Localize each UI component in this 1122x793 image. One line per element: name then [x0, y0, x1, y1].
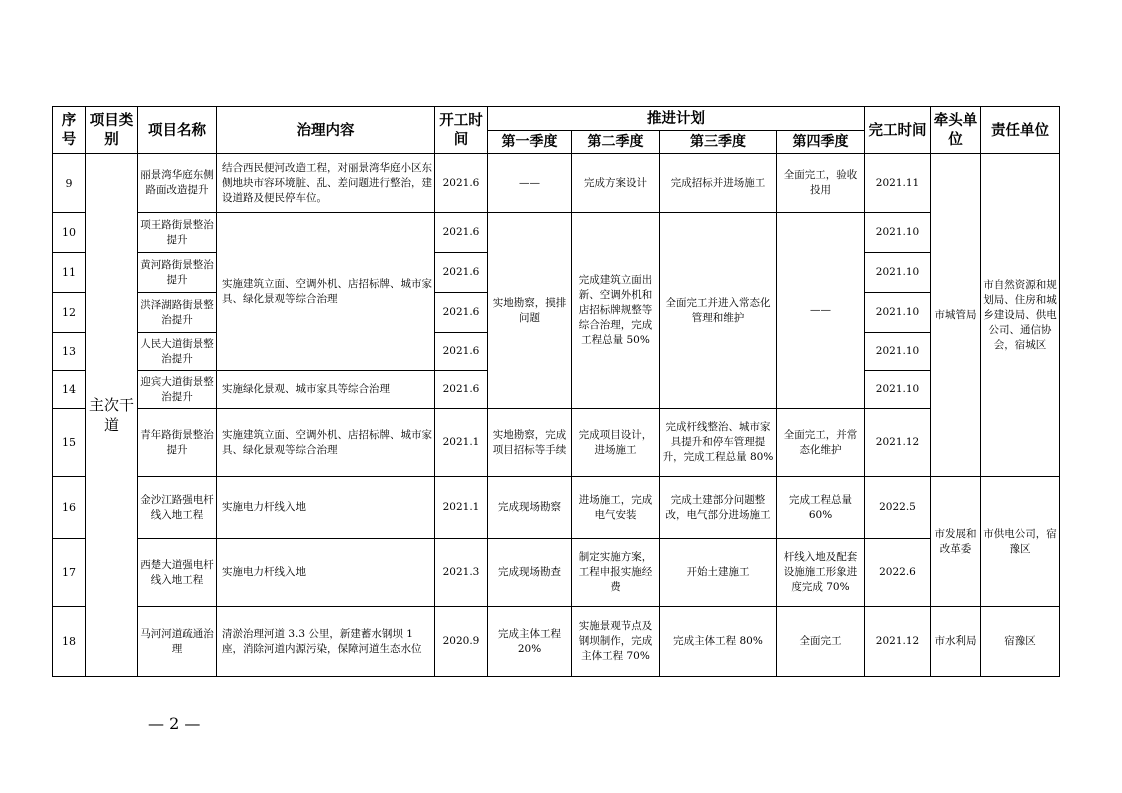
- cell-end: 2021.12: [865, 409, 931, 477]
- cell-start: 2021.6: [435, 371, 488, 409]
- cell-content: 实施绿化景观、城市家具等综合治理: [217, 371, 435, 409]
- header-content: 治理内容: [217, 107, 435, 154]
- header-end: 完工时间: [865, 107, 931, 154]
- cell-end: 2021.11: [865, 154, 931, 213]
- cell-start: 2020.9: [435, 607, 488, 677]
- cell-seq: 13: [53, 333, 86, 371]
- cell-seq: 10: [53, 213, 86, 253]
- page-number: — 2 —: [148, 714, 201, 733]
- cell-name: 洪泽湖路街景整治提升: [138, 293, 217, 333]
- cell-q1: 实地勘察，完成项目招标等手续: [488, 409, 572, 477]
- cell-q4: 全面完工，验收投用: [777, 154, 865, 213]
- header-start: 开工时间: [435, 107, 488, 154]
- cell-category: 主次干道: [86, 154, 138, 677]
- cell-name: 青年路街景整治提升: [138, 409, 217, 477]
- header-q4: 第四季度: [777, 131, 865, 154]
- cell-start: 2021.6: [435, 213, 488, 253]
- cell-name: 项王路街景整治提升: [138, 213, 217, 253]
- cell-seq: 15: [53, 409, 86, 477]
- cell-q1: 完成现场勘察: [488, 477, 572, 539]
- cell-q2: 进场施工，完成电气安装: [572, 477, 660, 539]
- cell-resp: 宿豫区: [981, 607, 1060, 677]
- cell-q1: 完成现场勘查: [488, 539, 572, 607]
- cell-name: 丽景湾华庭东侧路面改造提升: [138, 154, 217, 213]
- cell-name: 迎宾大道街景整治提升: [138, 371, 217, 409]
- cell-q3: 全面完工并进入常态化管理和维护: [660, 213, 777, 409]
- header-lead: 牵头单位: [931, 107, 981, 154]
- cell-start: 2021.3: [435, 539, 488, 607]
- header-resp: 责任单位: [981, 107, 1060, 154]
- cell-q4: 杆线入地及配套设施施工形象进度完成 70%: [777, 539, 865, 607]
- table-row: [53, 477, 1060, 539]
- cell-end: 2022.5: [865, 477, 931, 539]
- cell-content: 实施电力杆线入地: [217, 477, 435, 539]
- table-row: [53, 409, 1060, 477]
- cell-q2: 完成项目设计，进场施工: [572, 409, 660, 477]
- table-row: [53, 213, 1060, 253]
- cell-q1: ——: [488, 154, 572, 213]
- cell-seq: 9: [53, 154, 86, 213]
- cell-end: 2021.10: [865, 371, 931, 409]
- cell-q2: 实施景观节点及钢坝制作，完成主体工程 70%: [572, 607, 660, 677]
- cell-end: 2021.12: [865, 607, 931, 677]
- cell-q3: 完成杆线整治、城市家具提升和停车管理提升，完成工程总量 80%: [660, 409, 777, 477]
- cell-q2: 制定实施方案，工程申报实施经费: [572, 539, 660, 607]
- cell-content: 实施建筑立面、空调外机、店招标牌、城市家具、绿化景观等综合治理: [217, 409, 435, 477]
- cell-start: 2021.1: [435, 477, 488, 539]
- cell-start: 2021.6: [435, 293, 488, 333]
- header-plan: 推进计划: [488, 107, 865, 131]
- header-q3: 第三季度: [660, 131, 777, 154]
- cell-q1: 实地勘察，摸排问题: [488, 213, 572, 409]
- header-seq: 序号: [53, 107, 86, 154]
- cell-q4: 全面完工，并常态化维护: [777, 409, 865, 477]
- cell-resp: 市供电公司，宿豫区: [981, 477, 1060, 607]
- cell-q2: 完成方案设计: [572, 154, 660, 213]
- cell-name: 人民大道街景整治提升: [138, 333, 217, 371]
- cell-end: 2021.10: [865, 333, 931, 371]
- cell-lead: 市城管局: [931, 154, 981, 477]
- cell-q3: 完成土建部分问题整改，电气部分进场施工: [660, 477, 777, 539]
- cell-resp: 市自然资源和规划局、住房和城乡建设局、供电公司、通信协会，宿城区: [981, 154, 1060, 477]
- header-category: 项目类别: [86, 107, 138, 154]
- header-q1: 第一季度: [488, 131, 572, 154]
- cell-seq: 14: [53, 371, 86, 409]
- cell-q3: 完成招标并进场施工: [660, 154, 777, 213]
- cell-content: 清淤治理河道 3.3 公里，新建蓄水钢坝 1 座，消除河道内源污染，保障河道生态水位: [217, 607, 435, 677]
- cell-name: 马河河道疏通治理: [138, 607, 217, 677]
- cell-q4: 完成工程总量 60%: [777, 477, 865, 539]
- cell-end: 2021.10: [865, 253, 931, 293]
- cell-lead: 市水利局: [931, 607, 981, 677]
- header-name: 项目名称: [138, 107, 217, 154]
- cell-name: 西楚大道强电杆线入地工程: [138, 539, 217, 607]
- cell-q3: 完成主体工程 80%: [660, 607, 777, 677]
- cell-start: 2021.6: [435, 253, 488, 293]
- table-row: [53, 154, 1060, 213]
- cell-lead: 市发展和改革委: [931, 477, 981, 607]
- cell-end: 2021.10: [865, 213, 931, 253]
- cell-end: 2022.6: [865, 539, 931, 607]
- cell-q4: 全面完工: [777, 607, 865, 677]
- header-q2: 第二季度: [572, 131, 660, 154]
- cell-content: 实施电力杆线入地: [217, 539, 435, 607]
- cell-q4: ——: [777, 213, 865, 409]
- cell-q2: 完成建筑立面出新、空调外机和店招标牌规整等综合治理，完成工程总量 50%: [572, 213, 660, 409]
- table-row: [53, 539, 1060, 607]
- cell-end: 2021.10: [865, 293, 931, 333]
- cell-seq: 17: [53, 539, 86, 607]
- cell-content: 实施建筑立面、空调外机、店招标牌、城市家具、绿化景观等综合治理: [217, 213, 435, 371]
- cell-seq: 16: [53, 477, 86, 539]
- cell-seq: 18: [53, 607, 86, 677]
- header-row: [53, 107, 1060, 131]
- cell-start: 2021.6: [435, 154, 488, 213]
- cell-start: 2021.6: [435, 333, 488, 371]
- cell-q3: 开始土建施工: [660, 539, 777, 607]
- cell-name: 黄河路街景整治提升: [138, 253, 217, 293]
- cell-seq: 11: [53, 253, 86, 293]
- cell-seq: 12: [53, 293, 86, 333]
- cell-name: 金沙江路强电杆线入地工程: [138, 477, 217, 539]
- table-row: [53, 607, 1060, 677]
- cell-start: 2021.1: [435, 409, 488, 477]
- cell-content: 结合西民便河改造工程，对丽景湾华庭小区东侧地块市容环境脏、乱、差问题进行整治，建设道路及便民停车位。: [217, 154, 435, 213]
- project-table: [52, 106, 1060, 677]
- cell-q1: 完成主体工程 20%: [488, 607, 572, 677]
